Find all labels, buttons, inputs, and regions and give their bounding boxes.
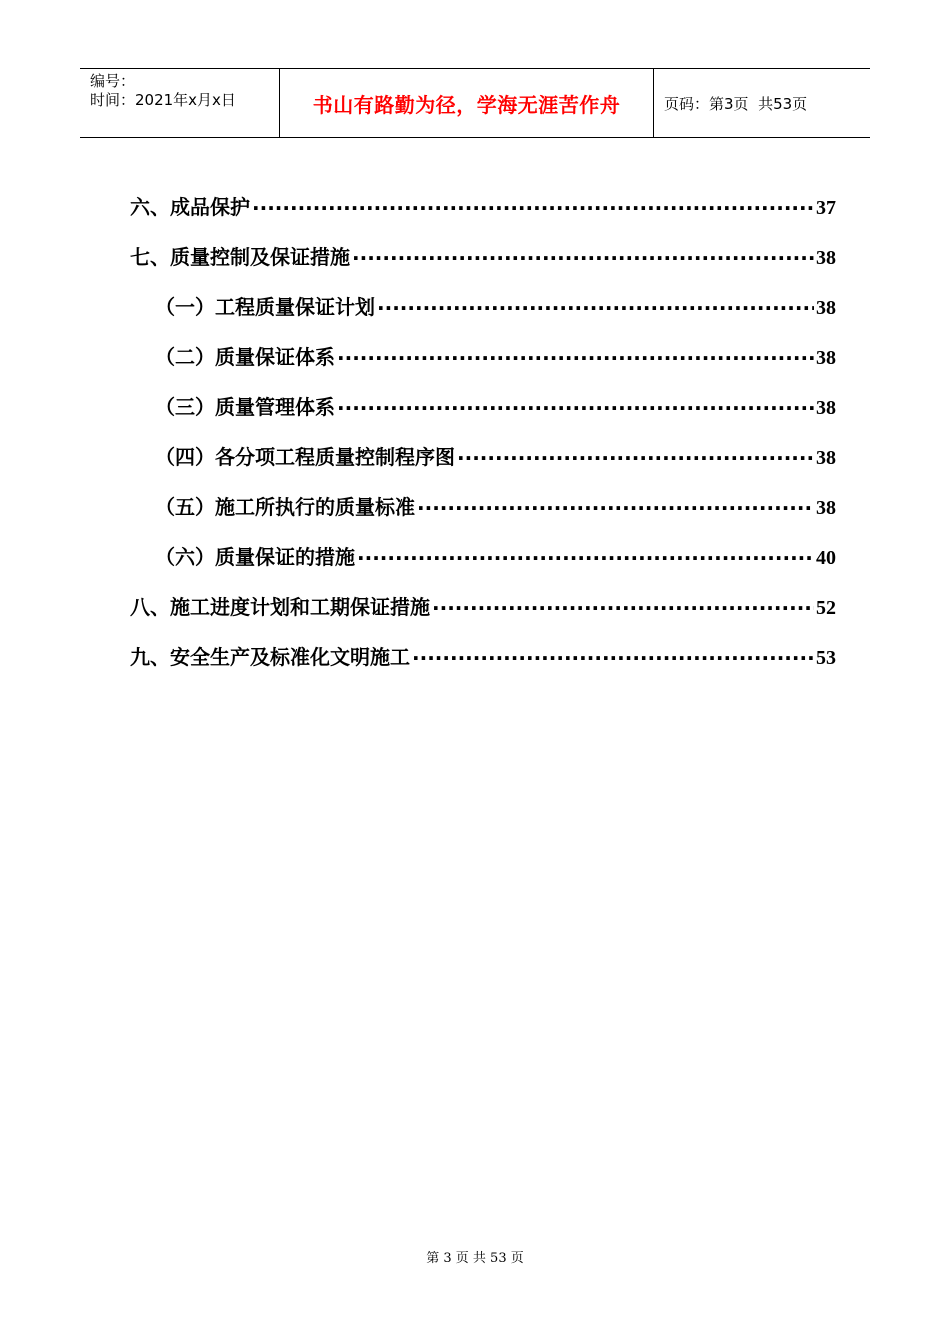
page-header: [80, 68, 870, 138]
toc-subentry[interactable]: [130, 470, 836, 520]
toc-entry-label: （五）施工所执行的质量标准: [155, 495, 415, 519]
page-footer: 第 3 页 共 53 页: [426, 1251, 524, 1266]
toc-entry-page: 40: [816, 547, 836, 569]
toc-entry-label: 七、质量控制及保证措施: [130, 245, 350, 269]
toc-entry-page: 37: [816, 197, 836, 219]
toc-entry[interactable]: [130, 170, 836, 220]
toc-entry-label: （二）质量保证体系: [155, 345, 335, 369]
toc-entry-label: （三）质量管理体系: [155, 395, 335, 419]
toc-subentry[interactable]: [130, 270, 836, 320]
toc-entry-page: 38: [816, 247, 836, 269]
toc-dot-leader: [457, 441, 814, 465]
toc-entry-page: 38: [816, 497, 836, 519]
toc-entry-label: 六、成品保护: [130, 195, 250, 219]
toc-entry-label: （四）各分项工程质量控制程序图: [155, 445, 455, 469]
toc-entry-page: 38: [816, 297, 836, 319]
toc-dot-leader: [337, 391, 814, 415]
toc-entry-label: （六）质量保证的措施: [155, 545, 355, 569]
toc-subentry[interactable]: [130, 520, 836, 570]
toc-subentry[interactable]: [130, 370, 836, 420]
toc-entry-label: 九、安全生产及标准化文明施工: [130, 645, 410, 669]
toc-entry-page: 38: [816, 447, 836, 469]
toc-dot-leader: [252, 191, 814, 215]
toc-entry-page: 38: [816, 397, 836, 419]
toc-entry[interactable]: [130, 620, 836, 670]
toc-subentry[interactable]: [130, 320, 836, 370]
toc-entry[interactable]: [130, 570, 836, 620]
toc-dot-leader: [352, 241, 814, 265]
toc-entry-label: （一）工程质量保证计划: [155, 295, 375, 319]
table-of-contents: [130, 170, 836, 670]
toc-entry[interactable]: [130, 220, 836, 270]
toc-dot-leader: [412, 641, 814, 665]
toc-entry-page: 52: [816, 597, 836, 619]
toc-dot-leader: [357, 541, 814, 565]
toc-dot-leader: [337, 341, 814, 365]
header-page-info: 页码：第3页 共53页: [664, 94, 808, 113]
toc-entry-page: 38: [816, 347, 836, 369]
document-number-label: 编号：: [90, 72, 136, 90]
toc-entry-label: 八、施工进度计划和工期保证措施: [130, 595, 430, 619]
header-motto: 书山有路勤为径，学海无涯苦作舟: [280, 69, 654, 137]
toc-entry-page: 53: [816, 647, 836, 669]
toc-dot-leader: [417, 491, 814, 515]
toc-subentry[interactable]: [130, 420, 836, 470]
header-meta: [80, 69, 280, 137]
toc-dot-leader: [377, 291, 814, 315]
toc-dot-leader: [432, 591, 814, 615]
document-time-label: 时间：2021年x月x日: [90, 91, 236, 109]
